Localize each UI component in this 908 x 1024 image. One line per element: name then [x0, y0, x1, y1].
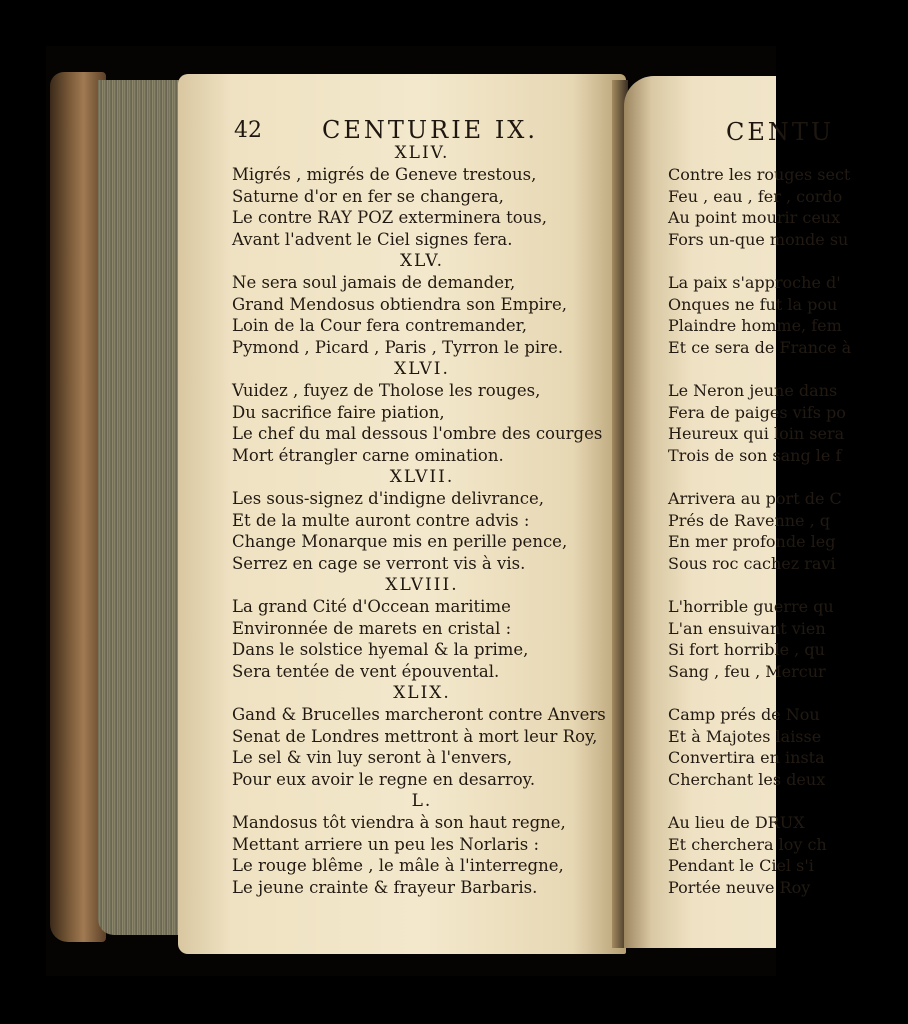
- quatrain-48: [232, 574, 612, 682]
- verse-line-fragment: Heureux qui loin sera: [668, 424, 845, 443]
- verse-line-fragment: L'an ensuivant vien: [668, 618, 826, 638]
- verse-line: Mandosus tôt viendra à son haut regne,: [232, 813, 566, 832]
- verse-line: Pour eux avoir le regne en desarroy.: [232, 769, 536, 789]
- verse-line-fragment: Sang , feu , Mercur: [668, 661, 826, 681]
- verse-line: Du sacrifice faire piation,: [232, 402, 445, 422]
- left-page: [178, 74, 626, 954]
- verse-line-fragment: Arrivera au port de C: [668, 489, 842, 508]
- verse-line-fragment: Pendant le Ciel s'i: [668, 856, 814, 875]
- verse-line-fragment: Fera de paiges vifs po: [668, 402, 846, 422]
- quatrain-list: [232, 142, 612, 898]
- verse-line: Environnée de marets en cristal :: [232, 618, 512, 638]
- quatrain-44: [232, 142, 612, 250]
- quatrain-numeral: XLVIII.: [385, 575, 459, 595]
- right-stanza: [668, 812, 908, 898]
- verse-line: Loin de la Cour fera contremander,: [232, 316, 527, 335]
- verse-line-fragment: Prés de Ravenne , q: [668, 510, 831, 530]
- verse-line: Avant l'advent le Ciel signes fera.: [232, 229, 513, 249]
- verse-line: Senat de Londres mettront à mort leur Roy,: [232, 726, 598, 746]
- verse-line-fragment: Contre les rouges sect: [668, 165, 851, 184]
- verse-line-fragment: Le Neron jeune dans: [668, 381, 838, 400]
- verse-line-fragment: Si fort horrible , qu: [668, 640, 825, 659]
- quatrain-50: [232, 790, 612, 898]
- quatrain-45: [232, 250, 612, 358]
- quatrain-47: [232, 466, 612, 574]
- quatrain-numeral: XLV.: [399, 251, 445, 271]
- quatrain-46: [232, 358, 612, 466]
- verse-line: Saturne d'or en fer se changera,: [232, 186, 504, 206]
- verse-line: Ne sera soul jamais de demander,: [232, 273, 516, 292]
- verse-line: Les sous-signez d'indigne delivrance,: [232, 489, 544, 508]
- verse-line: Migrés , migrés de Geneve trestous,: [232, 165, 537, 184]
- verse-line: Le chef du mal dessous l'ombre des courges: [232, 424, 603, 443]
- quatrain-numeral: L.: [411, 791, 433, 811]
- verse-line: Mort étrangler carne omination.: [232, 445, 504, 465]
- verse-line-fragment: L'horrible guerre qu: [668, 597, 834, 616]
- book-scan: [46, 46, 852, 976]
- right-stanza: [668, 380, 908, 466]
- verse-line: Mettant arriere un peu les Norlaris :: [232, 834, 540, 854]
- verse-line-fragment: Au lieu de DRUX: [668, 813, 805, 832]
- page-number: 42: [234, 118, 262, 143]
- verse-line-fragment: Plaindre homme, fem: [668, 316, 842, 335]
- verse-line: Et de la multe auront contre advis :: [232, 510, 530, 530]
- verse-line-fragment: Et ce sera de France à: [668, 337, 852, 357]
- quatrain-numeral: XLVI.: [394, 359, 450, 379]
- verse-line-fragment: Camp prés de Nou: [668, 705, 820, 724]
- right-stanza: [668, 488, 908, 574]
- verse-line-fragment: La paix s'approche d': [668, 273, 841, 292]
- right-verse-list: [668, 164, 908, 898]
- quatrain-numeral: XLVII.: [389, 467, 455, 487]
- verse-line: Serrez en cage se verront vis à vis.: [232, 553, 526, 573]
- verse-line-fragment: Cherchant les deux: [668, 769, 826, 789]
- verse-line-fragment: Feu , eau , fer , cordo: [668, 186, 843, 206]
- verse-line: La grand Cité d'Occean maritime: [232, 597, 511, 616]
- verse-line: Sera tentée de vent épouvental.: [232, 661, 500, 681]
- verse-line-fragment: Et cherchera loy ch: [668, 834, 827, 854]
- verse-line: Vuidez , fuyez de Tholose les rouges,: [232, 381, 541, 400]
- quatrain-49: [232, 682, 612, 790]
- right-page: [624, 76, 852, 948]
- verse-line-fragment: Au point mourir ceux: [668, 208, 841, 227]
- verse-line-fragment: Onques ne fut la pou: [668, 294, 838, 314]
- verse-line: Le sel & vin luy seront à l'envers,: [232, 748, 513, 767]
- verse-line: Gand & Brucelles marcheront contre Anvers: [232, 705, 606, 724]
- verse-line-fragment: Convertira en insta: [668, 748, 825, 767]
- verse-line: Change Monarque mis en perille pence,: [232, 532, 568, 551]
- verse-line: Dans le solstice hyemal & la prime,: [232, 640, 529, 659]
- right-stanza: [668, 704, 908, 790]
- verse-line-fragment: Trois de son sang le f: [668, 445, 842, 465]
- page-block-edges: [98, 80, 182, 935]
- verse-line: Le rouge blême , le mâle à l'interregne,: [232, 856, 564, 875]
- verse-line: Le contre RAY POZ exterminera tous,: [232, 208, 547, 227]
- right-stanza: [668, 164, 908, 250]
- quatrain-numeral: XLIV.: [394, 143, 450, 163]
- right-stanza: [668, 596, 908, 682]
- running-title: CENTURIE IX.: [322, 116, 539, 144]
- right-stanza: [668, 272, 908, 358]
- verse-line-fragment: En mer profonde leg: [668, 532, 836, 551]
- verse-line-fragment: Portée neuve Roy: [668, 877, 811, 897]
- verse-line-fragment: Fors un-que monde su: [668, 229, 849, 249]
- verse-line: Grand Mendosus obtiendra son Empire,: [232, 294, 567, 314]
- verse-line: Le jeune crainte & frayeur Barbaris.: [232, 877, 538, 897]
- verse-line-fragment: Et à Majotes laisse: [668, 726, 822, 746]
- quatrain-numeral: XLIX.: [393, 683, 451, 703]
- verse-line-fragment: Sous roc cachez ravi: [668, 553, 836, 573]
- running-title-right: CENTU: [726, 118, 835, 146]
- verse-line: Pymond , Picard , Paris , Tyrron le pire.: [232, 337, 564, 357]
